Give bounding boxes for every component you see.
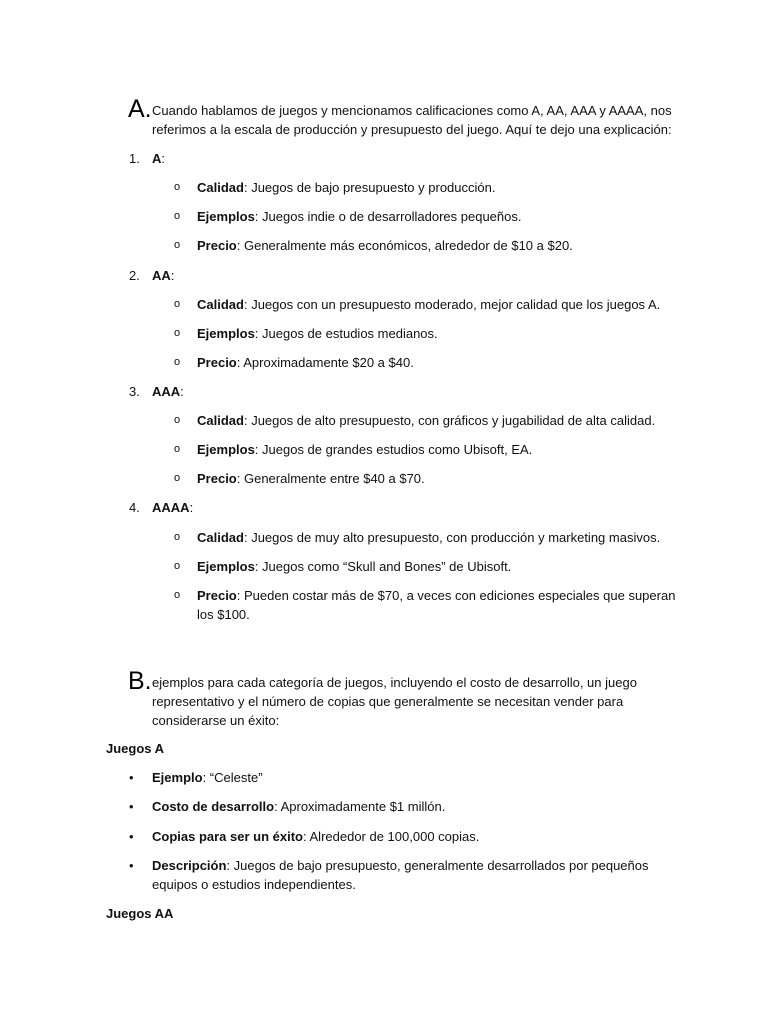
circle-bullet-icon: o — [174, 443, 181, 455]
heading-juegos-aa: Juegos AA — [106, 906, 174, 921]
list-item-aa: AA: — [152, 268, 175, 283]
circle-bullet-icon: o — [174, 239, 181, 251]
section-a-intro-line2: referimos a la escala de producción y presupuesto del juego. Aquí te dejo una explicación: — [152, 122, 672, 137]
list-item-label: AAA — [152, 384, 181, 399]
detail-key: Ejemplos — [197, 209, 255, 224]
detail-text: : Pueden costar más de $70, a veces con ediciones especiales que superan — [236, 588, 676, 603]
circle-bullet-icon: o — [174, 356, 181, 368]
detail-aaaa-precio — [197, 588, 675, 603]
detail-text: : Juegos de bajo presupuesto, generalmente desarrollados por pequeños — [226, 858, 649, 873]
detail-key: Calidad — [197, 530, 244, 545]
detail-key: Precio — [197, 471, 237, 486]
circle-bullet-icon: o — [174, 210, 181, 222]
list-item-a: A: — [152, 151, 166, 166]
list-item-label: AA — [152, 268, 171, 283]
detail-text: : “Celeste” — [202, 770, 263, 785]
circle-bullet-icon: o — [174, 327, 181, 339]
detail-aaa-ejemplos — [197, 442, 532, 457]
list-item-label: AAAA — [152, 500, 190, 515]
heading-juegos-a: Juegos A — [106, 741, 165, 756]
detail-aa-ejemplos — [197, 326, 438, 341]
detail-text: : Generalmente entre $40 a $70. — [236, 471, 425, 486]
detail-text: : Juegos de grandes estudios como Ubisoft, EA. — [254, 442, 533, 457]
list-item-label: A — [152, 151, 162, 166]
list-number-4: 4. — [129, 500, 140, 515]
section-b-intro-line3: considerarse un éxito: — [152, 713, 280, 728]
detail-text: : Juegos como “Skull and Bones” de Ubisoft. — [254, 559, 512, 574]
detail-aaaa-calidad — [197, 530, 660, 545]
circle-bullet-icon: o — [174, 472, 181, 484]
detail-text: : Juegos de bajo presupuesto y producción. — [243, 180, 496, 195]
detail-key: Descripción — [152, 858, 227, 873]
detail-text: : Alrededor de 100,000 copias. — [303, 829, 480, 844]
detail-a-calidad — [197, 180, 495, 195]
list-number-3: 3. — [129, 384, 140, 399]
circle-bullet-icon: o — [174, 589, 181, 601]
juegos-a-costo — [152, 799, 445, 814]
section-b-intro-line2: representativo y el número de copias que generalmente se necesitan vender para — [152, 694, 624, 709]
detail-key: Ejemplos — [197, 442, 255, 457]
detail-key: Copias para ser un éxito — [152, 829, 303, 844]
circle-bullet-icon: o — [174, 414, 181, 426]
detail-text: : Generalmente más económicos, alrededor de $10 a $20. — [236, 238, 573, 253]
list-item-aaa: AAA: — [152, 384, 184, 399]
circle-bullet-icon: o — [174, 181, 181, 193]
list-number-2: 2. — [129, 268, 140, 283]
bullet-icon: • — [129, 858, 134, 873]
bullet-icon: • — [129, 829, 134, 844]
juegos-a-copias — [152, 829, 479, 844]
detail-key: Calidad — [197, 297, 244, 312]
detail-key: Calidad — [197, 413, 244, 428]
detail-text: : Juegos de alto presupuesto, con gráficos y jugabilidad de alta calidad. — [243, 413, 656, 428]
detail-text: : Juegos indie o de desarrolladores pequeños. — [254, 209, 522, 224]
section-a-intro-line1: Cuando hablamos de juegos y mencionamos calificaciones como A, AA, AAA y AAAA, nos — [152, 103, 672, 118]
juegos-a-descripcion-cont: equipos o estudios independientes. — [152, 877, 356, 892]
detail-a-precio — [197, 238, 573, 253]
detail-key: Calidad — [197, 180, 244, 195]
detail-aaa-precio — [197, 471, 425, 486]
section-b-intro-line1: ejemplos para cada categoría de juegos, incluyendo el costo de desarrollo, un juego — [152, 675, 637, 690]
detail-a-ejemplos — [197, 209, 521, 224]
detail-key: Precio — [197, 355, 237, 370]
juegos-a-ejemplo — [152, 770, 263, 785]
detail-text: : Juegos de muy alto presupuesto, con producción y marketing masivos. — [243, 530, 661, 545]
detail-aaa-calidad — [197, 413, 655, 428]
detail-aaaa-ejemplos — [197, 559, 511, 574]
circle-bullet-icon: o — [174, 298, 181, 310]
section-a-letter: A. — [128, 95, 152, 123]
detail-key: Ejemplos — [197, 559, 255, 574]
section-b-letter: B. — [128, 667, 152, 695]
list-number-1: 1. — [129, 151, 140, 166]
detail-text: : Aproximadamente $20 a $40. — [236, 355, 414, 370]
circle-bullet-icon: o — [174, 531, 181, 543]
bullet-icon: • — [129, 799, 134, 814]
detail-key: Precio — [197, 238, 237, 253]
detail-aaaa-precio-cont: los $100. — [197, 607, 250, 622]
detail-text: : Juegos con un presupuesto moderado, mejor calidad que los juegos A. — [243, 297, 661, 312]
detail-key: Ejemplo — [152, 770, 203, 785]
detail-key: Ejemplos — [197, 326, 255, 341]
detail-text: : Aproximadamente $1 millón. — [274, 799, 446, 814]
detail-aa-precio — [197, 355, 414, 370]
juegos-a-descripcion — [152, 858, 649, 873]
list-item-aaaa: AAAA: — [152, 500, 194, 515]
detail-text: : Juegos de estudios medianos. — [254, 326, 438, 341]
bullet-icon: • — [129, 770, 134, 785]
detail-key: Precio — [197, 588, 237, 603]
detail-key: Costo de desarrollo — [152, 799, 275, 814]
circle-bullet-icon: o — [174, 560, 181, 572]
detail-aa-calidad — [197, 297, 660, 312]
